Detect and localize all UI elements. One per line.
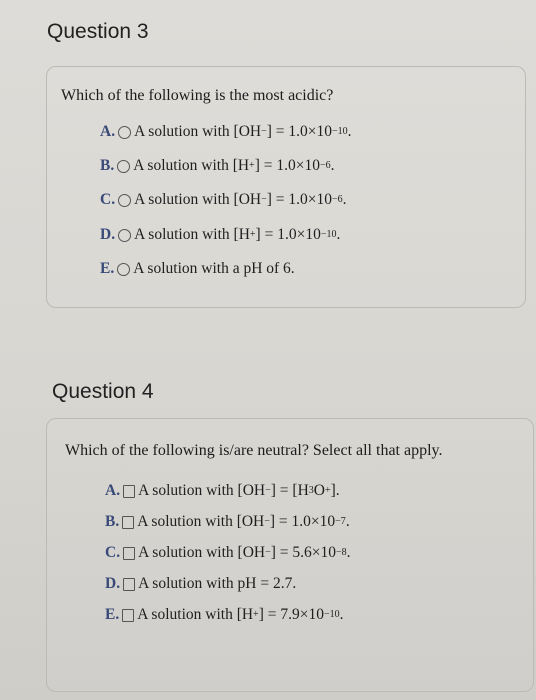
q3-option-b[interactable]: B. A solution with [H + ] = 1.0×10 −6 .	[100, 157, 335, 174]
option-letter: D.	[105, 575, 121, 592]
option-letter: C.	[105, 544, 121, 561]
option-letter: B.	[105, 513, 120, 530]
radio-button[interactable]	[117, 263, 130, 276]
radio-button[interactable]	[118, 126, 131, 139]
question-3-prompt: Which of the following is the most acidic?	[61, 87, 334, 104]
radio-button[interactable]	[118, 194, 131, 207]
q3-option-c[interactable]: C. A solution with [OH − ] = 1.0×10 −6 .	[100, 191, 347, 208]
q3-option-d[interactable]: D. A solution with [H + ] = 1.0×10 −10 .	[100, 226, 341, 243]
q4-option-b[interactable]: B. A solution with [OH − ] = 1.0×10 −7 .	[105, 513, 350, 530]
q4-option-a[interactable]: A. A solution with [OH − ] = [H 3 O + ].	[105, 482, 340, 499]
option-letter: D.	[100, 226, 116, 243]
checkbox[interactable]	[123, 578, 135, 591]
option-letter: A.	[105, 482, 121, 499]
option-letter: E.	[100, 260, 115, 277]
question-4-card	[46, 418, 534, 692]
q4-option-e[interactable]: E. A solution with [H + ] = 7.9×10 −10 .	[105, 606, 344, 623]
checkbox[interactable]	[122, 516, 134, 529]
option-letter: C.	[100, 191, 116, 208]
option-letter: E.	[105, 606, 120, 623]
q4-option-d[interactable]: D. A solution with pH = 2.7.	[105, 575, 297, 592]
option-letter: B.	[100, 157, 115, 174]
question-4-prompt: Which of the following is/are neutral? Select all that apply.	[65, 442, 443, 459]
checkbox[interactable]	[123, 485, 135, 498]
q3-option-e[interactable]: E. A solution with a pH of 6.	[100, 260, 295, 277]
question-3-heading: Question 3	[47, 20, 149, 43]
q3-option-a[interactable]: A. A solution with [OH − ] = 1.0×10 −10 .	[100, 123, 352, 140]
radio-button[interactable]	[117, 160, 130, 173]
q4-option-c[interactable]: C. A solution with [OH − ] = 5.6×10 −8 .	[105, 544, 351, 561]
question-3-card	[46, 66, 526, 308]
question-4-heading: Question 4	[52, 380, 154, 403]
checkbox[interactable]	[122, 609, 134, 622]
radio-button[interactable]	[118, 229, 131, 242]
option-letter: A.	[100, 123, 116, 140]
checkbox[interactable]	[123, 547, 135, 560]
